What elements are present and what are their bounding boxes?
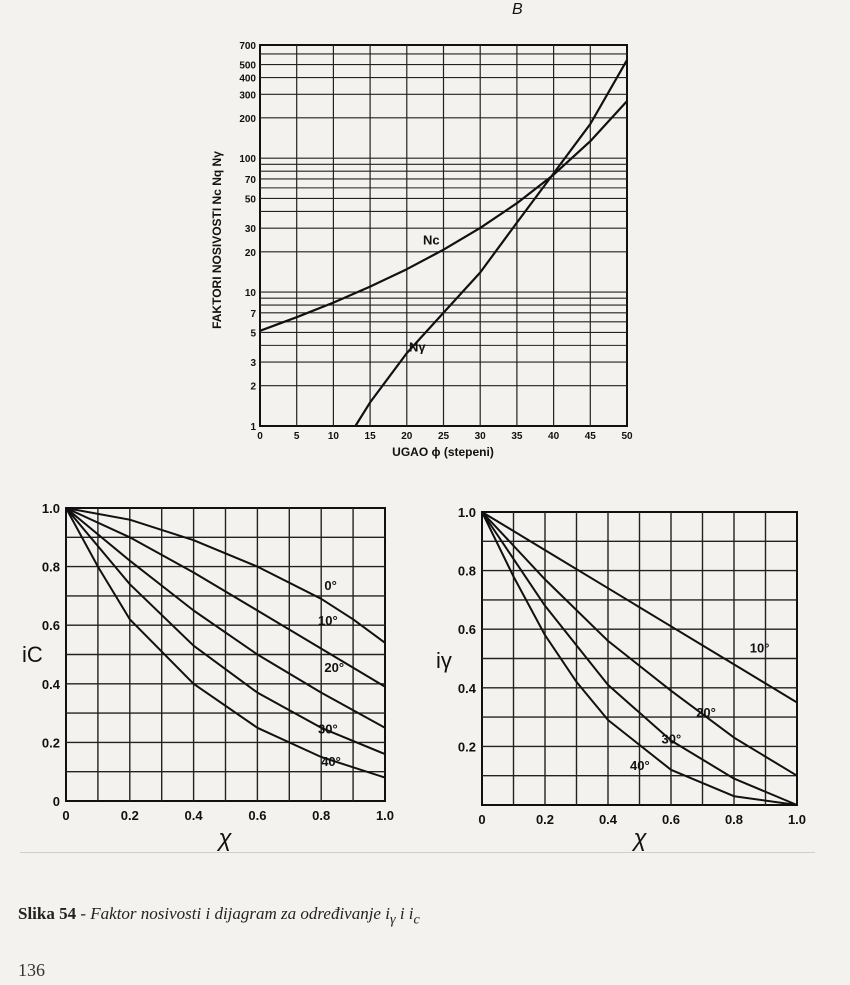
- chart1-x-tick: 30: [474, 431, 486, 442]
- page-number: 136: [18, 960, 45, 980]
- c3-x-tick: 0.6: [661, 812, 681, 827]
- chart1-y-tick: 200: [239, 113, 256, 125]
- c2-y-tick: 0.2: [41, 735, 60, 751]
- c2-x-tick: 0: [62, 808, 70, 823]
- chart1-y-tick: 50: [244, 194, 256, 206]
- c2-x-tick: 1.0: [375, 808, 395, 823]
- chart1-x-tick: 50: [621, 431, 633, 442]
- c3-x-tick: 0.4: [598, 812, 618, 827]
- chart1-x-tick: 25: [437, 431, 450, 442]
- chart3-x-label: χ: [633, 825, 647, 852]
- c2-x-tick: 0.2: [120, 808, 139, 823]
- chart3-y-ticks: [458, 505, 477, 754]
- chart1-grid: [260, 45, 627, 426]
- chart2-x-label: χ: [218, 825, 232, 852]
- c3-y-tick: 0.8: [457, 563, 476, 579]
- ic-chart: [22, 501, 394, 852]
- c3-curve-label: 30°: [661, 731, 682, 747]
- chart1-x-tick: 40: [548, 431, 560, 442]
- chart1-y-tick: 400: [239, 73, 256, 85]
- c3-y-tick: 0.4: [457, 680, 476, 696]
- chart2-y-ticks: [42, 501, 61, 809]
- c2-curve-label: 0°: [324, 578, 337, 594]
- caption-sub-c: c: [413, 911, 420, 928]
- chart1-y-ticks: [239, 41, 256, 433]
- chart1-y-tick: 2: [250, 381, 256, 393]
- c2-curve-label: 30°: [318, 721, 338, 737]
- c2-curve-label: 40°: [321, 753, 341, 769]
- c3-x-tick: 0: [478, 812, 486, 827]
- caption-text: - Faktor nosivosti i dijagram za određivanje i: [76, 904, 390, 923]
- chart1-y-tick: 3: [250, 358, 256, 370]
- chart1-x-tick: 0: [257, 431, 263, 442]
- c2-curve-label: 20°: [324, 660, 345, 676]
- c2-y-tick: 1.0: [41, 501, 60, 516]
- chart1-y-tick: 30: [244, 224, 256, 236]
- c2-x-tick: 0.6: [248, 808, 267, 823]
- chart1-y-tick: 500: [239, 60, 256, 72]
- chart1-y-tick: 1: [250, 422, 256, 433]
- caption-mid: i i: [395, 904, 414, 923]
- chart1-y-tick: 700: [239, 41, 256, 52]
- c2-y-tick: 0.8: [41, 559, 60, 575]
- chart1-y-tick: 20: [244, 247, 256, 259]
- chart1-y-tick: 70: [244, 174, 256, 186]
- c2-x-tick: 0.8: [312, 808, 331, 823]
- c2-x-tick: 0.4: [184, 808, 203, 823]
- chart1-x-tick: 20: [401, 431, 413, 442]
- chart1-x-ticks: [257, 431, 633, 442]
- chart1-x-tick: 5: [293, 431, 300, 442]
- chart1-series-1: [355, 60, 627, 426]
- header-fragment: B: [512, 1, 523, 18]
- c3-x-tick: 0.8: [724, 812, 744, 827]
- figure-caption: [18, 904, 420, 928]
- chart1-x-tick: 15: [364, 431, 376, 442]
- caption-sub-gamma: γ: [389, 911, 396, 928]
- c3-x-tick: 1.0: [787, 812, 807, 827]
- igamma-chart: [436, 505, 806, 852]
- chart1-y-tick: 300: [239, 90, 256, 102]
- chart1-y-tick: 10: [244, 288, 256, 300]
- c2-y-tick: 0.4: [41, 676, 60, 692]
- chart1-x-tick: 45: [584, 431, 596, 442]
- c3-y-tick: 1.0: [457, 505, 476, 520]
- c3-curve-label: 40°: [630, 757, 650, 773]
- chart1-label-nc: Nc: [422, 232, 440, 248]
- chart1-y-tick: 5: [250, 328, 256, 340]
- chart1-label-ngamma: Nγ: [409, 339, 426, 355]
- chart1-x-label: UGAO ϕ (stepeni): [392, 445, 494, 459]
- c3-x-tick: 0.2: [535, 812, 555, 827]
- chart1-series-labels: [409, 233, 440, 355]
- c3-y-tick: 0.2: [457, 739, 476, 755]
- c3-curve-label: 10°: [749, 640, 770, 656]
- chart1-y-tick: 7: [250, 308, 256, 320]
- c2-y-tick: 0.6: [41, 618, 60, 634]
- c3-curve-label: 20°: [696, 705, 716, 721]
- chart1-x-tick: 10: [327, 431, 339, 442]
- chart1-y-tick: 100: [239, 154, 256, 166]
- chart2-y-label: iC: [22, 642, 43, 667]
- c2-y-tick: 0: [52, 794, 60, 809]
- chart1-y-label: FAKTORI NOSIVOSTI Nc Nq Nγ: [210, 151, 224, 329]
- caption-lead: Slika 54: [18, 904, 77, 923]
- chart2-x-ticks: [62, 808, 394, 823]
- chart1-x-tick: 35: [511, 431, 523, 442]
- chart2-series-labels: [318, 578, 344, 769]
- chart3-y-label: iγ: [436, 648, 452, 673]
- bearing-capacity-chart: [210, 41, 633, 459]
- divider: [20, 852, 815, 853]
- c2-curve-label: 10°: [318, 613, 338, 629]
- c3-y-tick: 0.6: [457, 622, 476, 638]
